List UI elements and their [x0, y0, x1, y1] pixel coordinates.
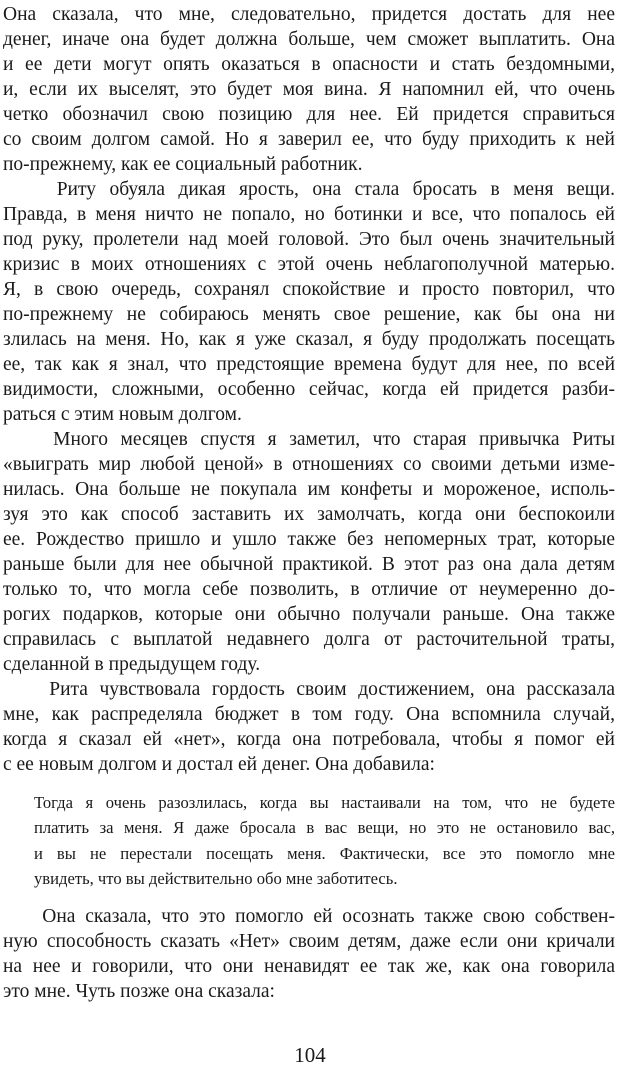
text-line: ее. Рождество пришло и ушло также без непомерных трат, которые: [3, 529, 615, 550]
text-line: кризис в моих отношениях с этой очень неблагополучной матерью.: [3, 254, 615, 275]
text-line: когда я сказал ей «нет», когда она потребовала, чтобы я помог ей: [3, 729, 615, 750]
text-line: денег, иначе она будет должна больше, чем сможет выплатить. Она: [3, 29, 615, 50]
text-line: это мне. Чуть позже она сказала:: [3, 981, 275, 1002]
text-line: под руку, пролетели над моей головой. Это был очень значительный: [3, 229, 615, 250]
text-line: и, если их выселят, это будет моя вина. Я напомнил ей, что очень: [3, 79, 615, 100]
text-line: четко обозначил свою позицию для нее. Ей придется справиться: [3, 104, 615, 125]
text-line: видимости, сложными, особенно сейчас, когда ей придется разби-: [3, 379, 615, 400]
text-line: Она сказала, что мне, следовательно, придется достать для нее: [3, 4, 615, 25]
text-line: Она сказала, что это помогло ей осознать также свою собствен-: [3, 906, 615, 927]
text-line: злилась на меня. Но, как я уже сказал, я буду продолжать посещать: [3, 329, 615, 350]
page-number: 104: [294, 1043, 326, 1067]
text-line: Много месяцев спустя я заметил, что старая привычка Риты: [3, 429, 615, 450]
quote-line: увидеть, что вы действительно обо мне заботитесь.: [34, 868, 398, 888]
quote-line: и вы не перестали посещать меня. Фактически, все это помогло мне: [34, 843, 615, 863]
text-line: и ее дети могут опять оказаться в опасности и стать бездомными,: [3, 54, 615, 75]
text-line: мне, как распределяла бюджет в том году. Она вспомнила случай,: [3, 704, 615, 725]
text-line: с ее новым долгом и достал ей денег. Она добавила:: [3, 754, 435, 775]
text-line: сделанной в предыдущем году.: [3, 654, 261, 675]
text-line: зуя это как способ заставить их замолчать, когда они беспокоили: [3, 504, 615, 525]
paragraph-1: [3, 2, 615, 177]
paragraph-2: [3, 177, 615, 427]
paragraph-5: [3, 904, 615, 1004]
text-line: Я, в свою очередь, сохранял спокойствие и просто повторил, что: [3, 279, 615, 300]
text-line: Правда, в меня ничто не попало, но ботинки и все, что попалось ей: [3, 204, 615, 225]
block-quote: [34, 790, 615, 891]
text-line: по-прежнему не собираюсь менять свое решение, как бы она ни: [3, 304, 615, 325]
paragraph-4: [3, 677, 615, 777]
text-line: рогих подарков, которые они обычно получали раньше. Она также: [3, 604, 615, 625]
text-line: нилась. Она больше не покупала им конфеты и мороженое, исполь-: [3, 479, 615, 500]
text-line: справилась с выплатой недавнего долга от расточительной траты,: [3, 629, 615, 650]
text-line: Риту обуяла дикая ярость, она стала бросать в меня вещи.: [3, 179, 615, 200]
text-line: ную способность сказать «Нет» своим детям, даже если они кричали: [3, 931, 615, 952]
paragraph-3: [3, 427, 615, 677]
text-line: со своим долгом самой. Но я заверил ее, что буду приходить к ней: [3, 129, 615, 150]
text-line: Рита чувствовала гордость своим достижением, она рассказала: [3, 679, 615, 700]
text-line: только то, что могла себе позволить, в отличие от неумеренно до-: [3, 579, 615, 600]
text-line: раться с этим новым долгом.: [3, 404, 242, 425]
text-line: «выиграть мир любой ценой» в отношениях со своими детьми изме-: [3, 454, 615, 475]
text-line: по-прежнему, как ее социальный работник.: [3, 154, 363, 175]
quote-line: платить за меня. Я даже бросала в вас вещи, но это не остановило вас,: [34, 818, 615, 838]
text-line: раньше были для нее обычной практикой. В этот раз она дала детям: [3, 554, 615, 575]
text-line: на нее и говорили, что они ненавидят ее так же, как она говорила: [3, 956, 615, 977]
text-line: ее, так как я знал, что предстоящие времена будут для нее, по всей: [3, 354, 615, 375]
quote-line: Тогда я очень разозлилась, когда вы настаивали на том, что не будете: [34, 793, 615, 812]
